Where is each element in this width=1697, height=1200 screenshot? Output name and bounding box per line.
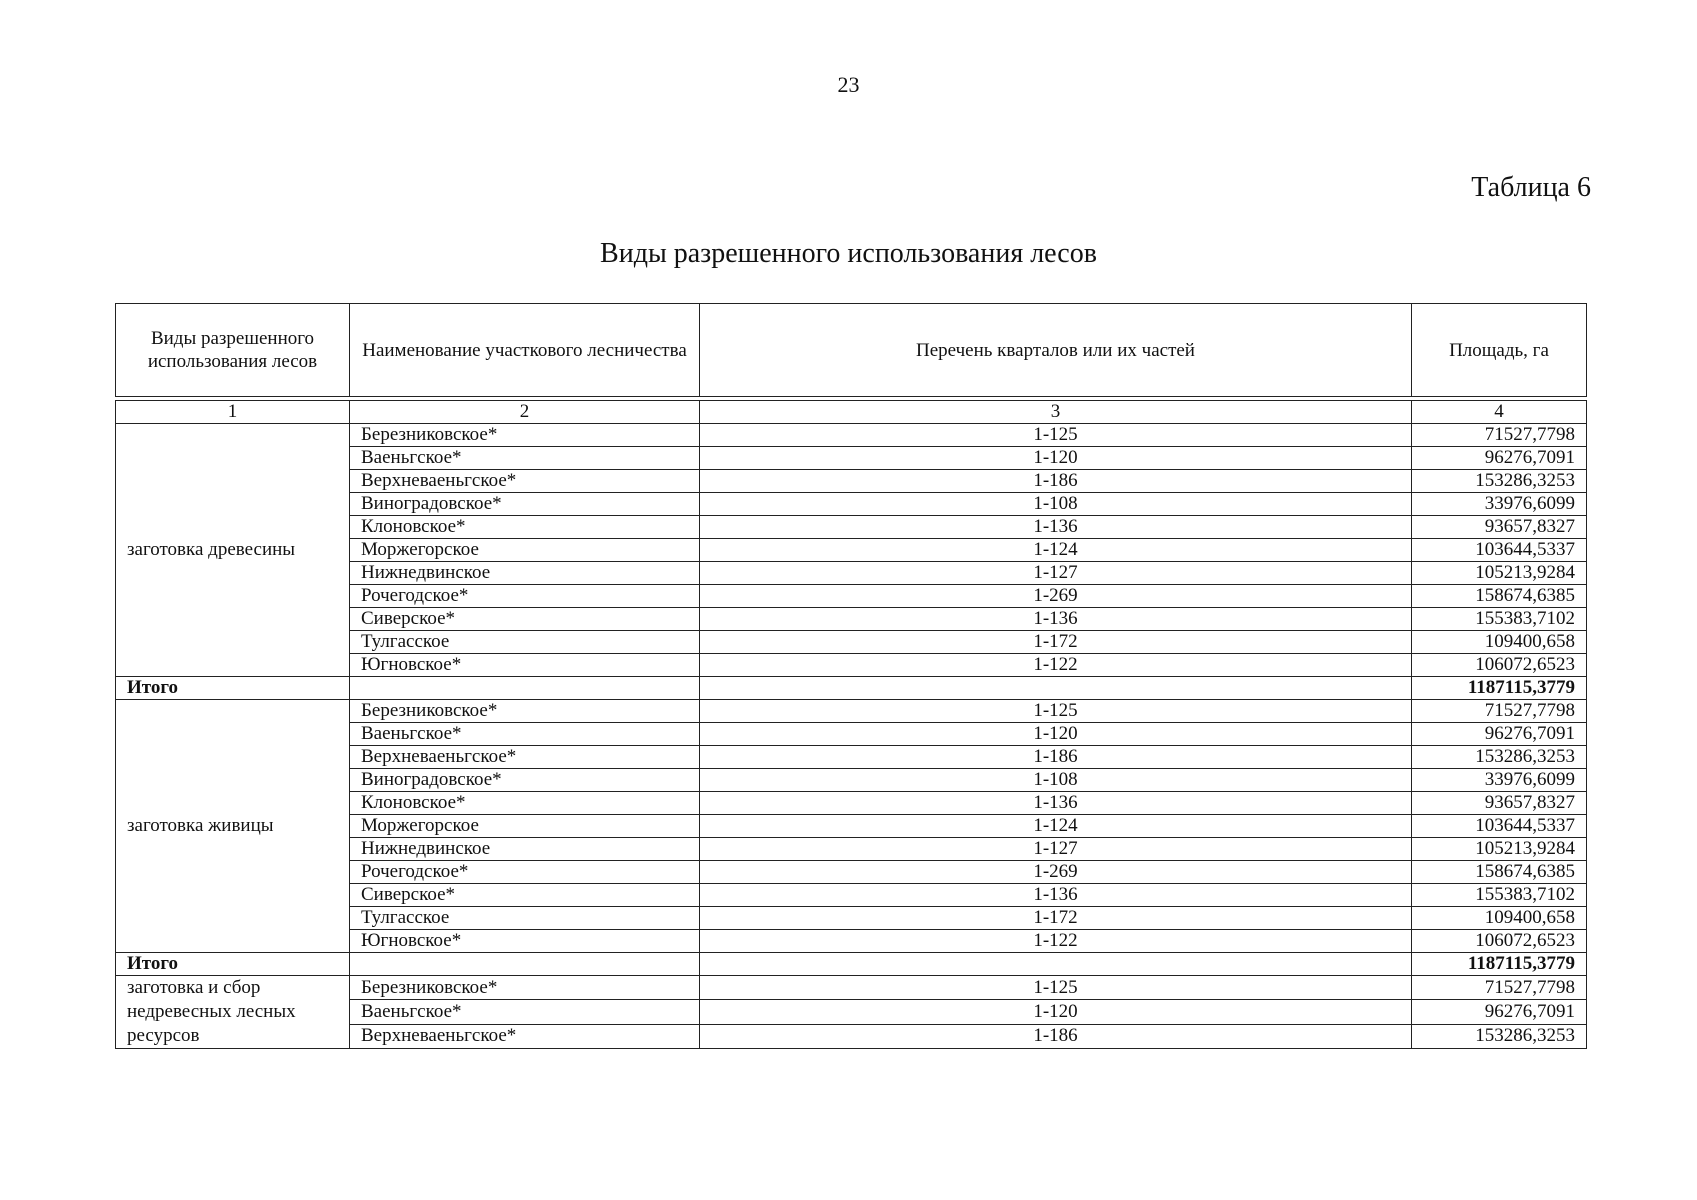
forestry-name-cell: Березниковское* — [350, 424, 700, 447]
quarters-cell: 1-136 — [700, 884, 1412, 907]
column-number-cell: 1 — [116, 401, 350, 424]
table-header — [115, 303, 1587, 397]
area-cell: 105213,9284 — [1412, 838, 1587, 861]
quarters-cell: 1-120 — [700, 447, 1412, 470]
forestry-name-cell: Нижнедвинское — [350, 838, 700, 861]
forestry-name-cell: Клоновское* — [350, 516, 700, 539]
use-type-cell: заготовка древесины — [116, 424, 350, 677]
quarters-cell: 1-186 — [700, 746, 1412, 769]
forestry-name-cell: Верхневаеньгское* — [350, 470, 700, 493]
quarters-cell: 1-172 — [700, 907, 1412, 930]
table-body — [116, 401, 1587, 1049]
forestry-name-cell: Верхневаеньгское* — [350, 1024, 700, 1048]
area-cell: 33976,6099 — [1412, 769, 1587, 792]
total-area-cell: 1187115,3779 — [1412, 677, 1587, 700]
table-label: Таблица 6 — [1471, 172, 1591, 203]
column-number-row — [116, 401, 1587, 424]
total-label-cell: Итого — [116, 677, 350, 700]
area-cell: 109400,658 — [1412, 907, 1587, 930]
area-cell: 71527,7798 — [1412, 424, 1587, 447]
quarters-cell: 1-136 — [700, 792, 1412, 815]
table-row — [116, 700, 1587, 723]
quarters-cell: 1-124 — [700, 539, 1412, 562]
forestry-name-cell: Ваеньгское* — [350, 447, 700, 470]
forestry-name-cell: Клоновское* — [350, 792, 700, 815]
area-cell: 155383,7102 — [1412, 608, 1587, 631]
empty-cell — [350, 953, 700, 976]
document-title: Виды разрешенного использования лесов — [600, 238, 1097, 269]
quarters-cell: 1-120 — [700, 723, 1412, 746]
forestry-name-cell: Тулгасское — [350, 907, 700, 930]
quarters-cell: 1-125 — [700, 976, 1412, 1000]
header-cell-type: Виды разрешенного использования лесов — [116, 304, 350, 397]
forestry-name-cell: Югновское* — [350, 654, 700, 677]
forestry-name-cell: Тулгасское — [350, 631, 700, 654]
area-cell: 158674,6385 — [1412, 585, 1587, 608]
area-cell: 103644,5337 — [1412, 815, 1587, 838]
forestry-name-cell: Виноградовское* — [350, 493, 700, 516]
quarters-cell: 1-120 — [700, 1000, 1412, 1024]
forestry-name-cell: Ваеньгское* — [350, 1000, 700, 1024]
area-cell: 33976,6099 — [1412, 493, 1587, 516]
quarters-cell: 1-108 — [700, 493, 1412, 516]
total-row — [116, 953, 1587, 976]
total-area-cell: 1187115,3779 — [1412, 953, 1587, 976]
quarters-cell: 1-136 — [700, 608, 1412, 631]
area-cell: 153286,3253 — [1412, 470, 1587, 493]
forestry-name-cell: Рочегодское* — [350, 585, 700, 608]
empty-cell — [350, 677, 700, 700]
forestry-name-cell: Ваеньгское* — [350, 723, 700, 746]
quarters-cell: 1-127 — [700, 838, 1412, 861]
header-cell-quarters: Перечень кварталов или их частей — [700, 304, 1412, 397]
empty-cell — [700, 677, 1412, 700]
data-table — [115, 400, 1587, 1049]
column-number-cell: 4 — [1412, 401, 1587, 424]
area-cell: 93657,8327 — [1412, 516, 1587, 539]
header-row — [116, 304, 1587, 397]
area-cell: 71527,7798 — [1412, 976, 1587, 1000]
area-cell: 96276,7091 — [1412, 447, 1587, 470]
total-label-cell: Итого — [116, 953, 350, 976]
area-cell: 103644,5337 — [1412, 539, 1587, 562]
forestry-name-cell: Моржегорское — [350, 815, 700, 838]
use-type-cell: заготовка и сбор недревесных лесных ресурсов — [116, 976, 350, 1049]
area-cell: 153286,3253 — [1412, 746, 1587, 769]
use-type-cell: заготовка живицы — [116, 700, 350, 953]
header-cell-area: Площадь, га — [1412, 304, 1587, 397]
table-row — [116, 424, 1587, 447]
forestry-name-cell: Сиверское* — [350, 884, 700, 907]
quarters-cell: 1-186 — [700, 470, 1412, 493]
column-number-cell: 2 — [350, 401, 700, 424]
area-cell: 105213,9284 — [1412, 562, 1587, 585]
area-cell: 96276,7091 — [1412, 1000, 1587, 1024]
header-cell-forestry: Наименование участкового лесничества — [350, 304, 700, 397]
quarters-cell: 1-186 — [700, 1024, 1412, 1048]
empty-cell — [700, 953, 1412, 976]
area-cell: 155383,7102 — [1412, 884, 1587, 907]
quarters-cell: 1-172 — [700, 631, 1412, 654]
area-cell: 93657,8327 — [1412, 792, 1587, 815]
forestry-name-cell: Нижнедвинское — [350, 562, 700, 585]
forestry-name-cell: Верхневаеньгское* — [350, 746, 700, 769]
area-cell: 158674,6385 — [1412, 861, 1587, 884]
page-number: 23 — [837, 72, 860, 97]
column-number-cell: 3 — [700, 401, 1412, 424]
quarters-cell: 1-127 — [700, 562, 1412, 585]
quarters-cell: 1-122 — [700, 930, 1412, 953]
area-cell: 106072,6523 — [1412, 930, 1587, 953]
quarters-cell: 1-125 — [700, 424, 1412, 447]
total-row — [116, 677, 1587, 700]
quarters-cell: 1-108 — [700, 769, 1412, 792]
quarters-cell: 1-136 — [700, 516, 1412, 539]
forestry-name-cell: Виноградовское* — [350, 769, 700, 792]
area-cell: 71527,7798 — [1412, 700, 1587, 723]
area-cell: 106072,6523 — [1412, 654, 1587, 677]
forestry-name-cell: Березниковское* — [350, 976, 700, 1000]
forestry-name-cell: Рочегодское* — [350, 861, 700, 884]
forestry-name-cell: Сиверское* — [350, 608, 700, 631]
forestry-name-cell: Моржегорское — [350, 539, 700, 562]
table-row — [116, 976, 1587, 1000]
quarters-cell: 1-124 — [700, 815, 1412, 838]
forestry-name-cell: Березниковское* — [350, 700, 700, 723]
area-cell: 96276,7091 — [1412, 723, 1587, 746]
quarters-cell: 1-269 — [700, 861, 1412, 884]
area-cell: 109400,658 — [1412, 631, 1587, 654]
forestry-name-cell: Югновское* — [350, 930, 700, 953]
quarters-cell: 1-269 — [700, 585, 1412, 608]
quarters-cell: 1-125 — [700, 700, 1412, 723]
quarters-cell: 1-122 — [700, 654, 1412, 677]
area-cell: 153286,3253 — [1412, 1024, 1587, 1048]
